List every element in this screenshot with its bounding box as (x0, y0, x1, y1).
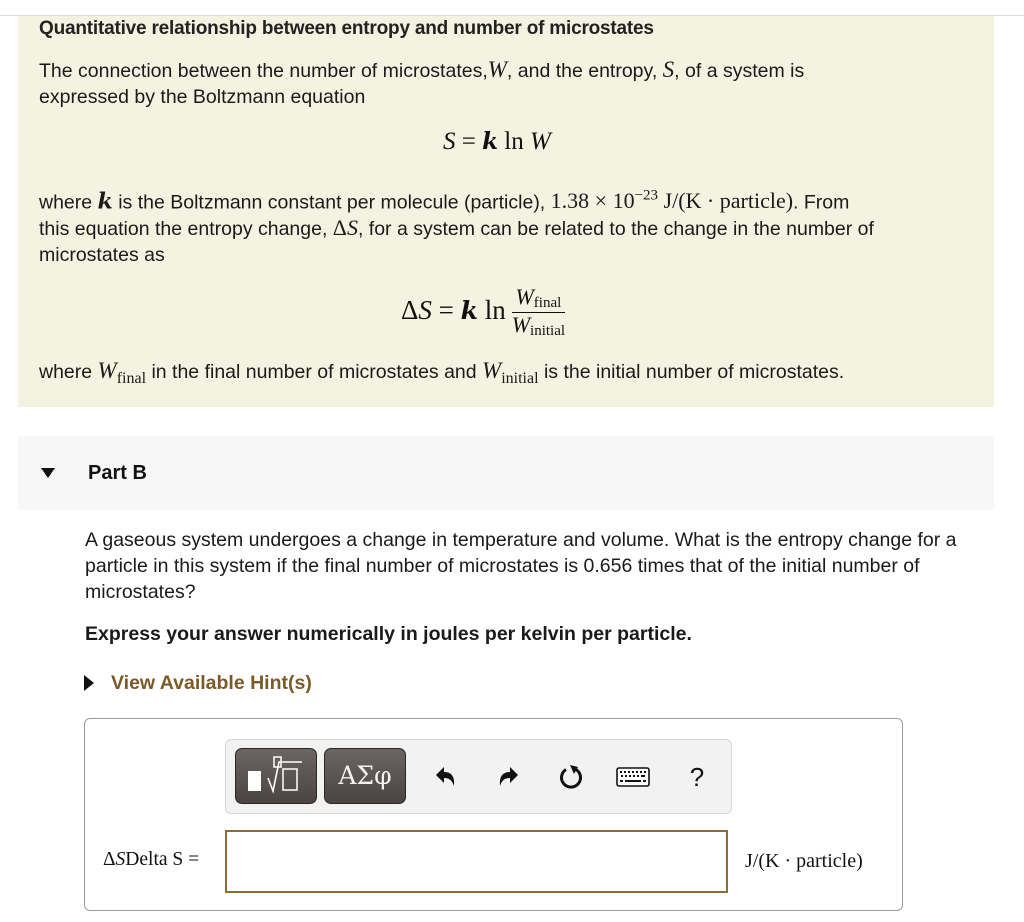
intro-panel (18, 16, 994, 407)
undo-icon (433, 764, 459, 790)
greek-symbols-label: ΑΣφ (338, 761, 392, 790)
expand-triangle-icon (84, 675, 94, 691)
reset-button[interactable] (554, 760, 588, 794)
entropy-change-equation: ΔS = k ln $\frac{\text{Wfinal}}{\text{Winitial}}$ (401, 283, 566, 339)
view-hints-link[interactable] (84, 672, 312, 695)
help-button[interactable] (680, 760, 714, 794)
answer-unit: J/(K · particle) (745, 850, 863, 872)
answer-instruction: Express your answer numerically in joules per kelvin per particle. (85, 623, 692, 645)
reset-icon (557, 763, 585, 791)
greek-symbols-button[interactable] (324, 748, 406, 804)
redo-button[interactable] (491, 760, 525, 794)
microstate-ratio: $\frac{\text{Wfinal}}{\text{Winitial}}$ (511, 283, 566, 339)
answer-input[interactable] (225, 830, 728, 893)
intro-paragraph-1: The connection between the number of microstates,W, and the entropy, S, of a system is expressed by the Boltzmann equation (39, 57, 805, 108)
part-b-label: Part B (88, 462, 147, 484)
part-b-header[interactable] (18, 436, 994, 510)
math-toolbar (225, 739, 732, 814)
help-icon: ? (689, 761, 705, 792)
collapse-triangle-icon[interactable] (41, 468, 55, 478)
answer-field-label: ΔSDelta S = (103, 849, 200, 870)
question-text: A gaseous system undergoes a change in temperature and volume. What is the entropy change for a particle in this system if the final number of microstates is 0.656 times that of the initial number of microstates? (85, 529, 957, 603)
keyboard-button[interactable] (616, 760, 650, 794)
intro-title: Quantitative relationship between entropy and number of microstates (39, 18, 654, 39)
templates-icon (236, 749, 316, 803)
redo-icon (495, 764, 521, 790)
intro-paragraph-2: where k is the Boltzmann constant per molecule (particle), $1.38 \times 10^{-23}$ J/(K · particle). From this equation the entropy change, ΔS, for a system can be related to the change in the number of microstates as (39, 188, 874, 267)
view-hints-label: View Available Hint(s) (111, 672, 312, 694)
templates-button[interactable] (235, 748, 317, 804)
answer-panel (84, 718, 903, 911)
undo-button[interactable] (429, 760, 463, 794)
intro-paragraph-3: where $W_{final}$ in the final number of microstates and $W_{initial}$ is the initial number of microstates. (39, 358, 845, 387)
keyboard-icon (616, 767, 650, 787)
boltzmann-equation: S = k ln W (443, 128, 551, 155)
